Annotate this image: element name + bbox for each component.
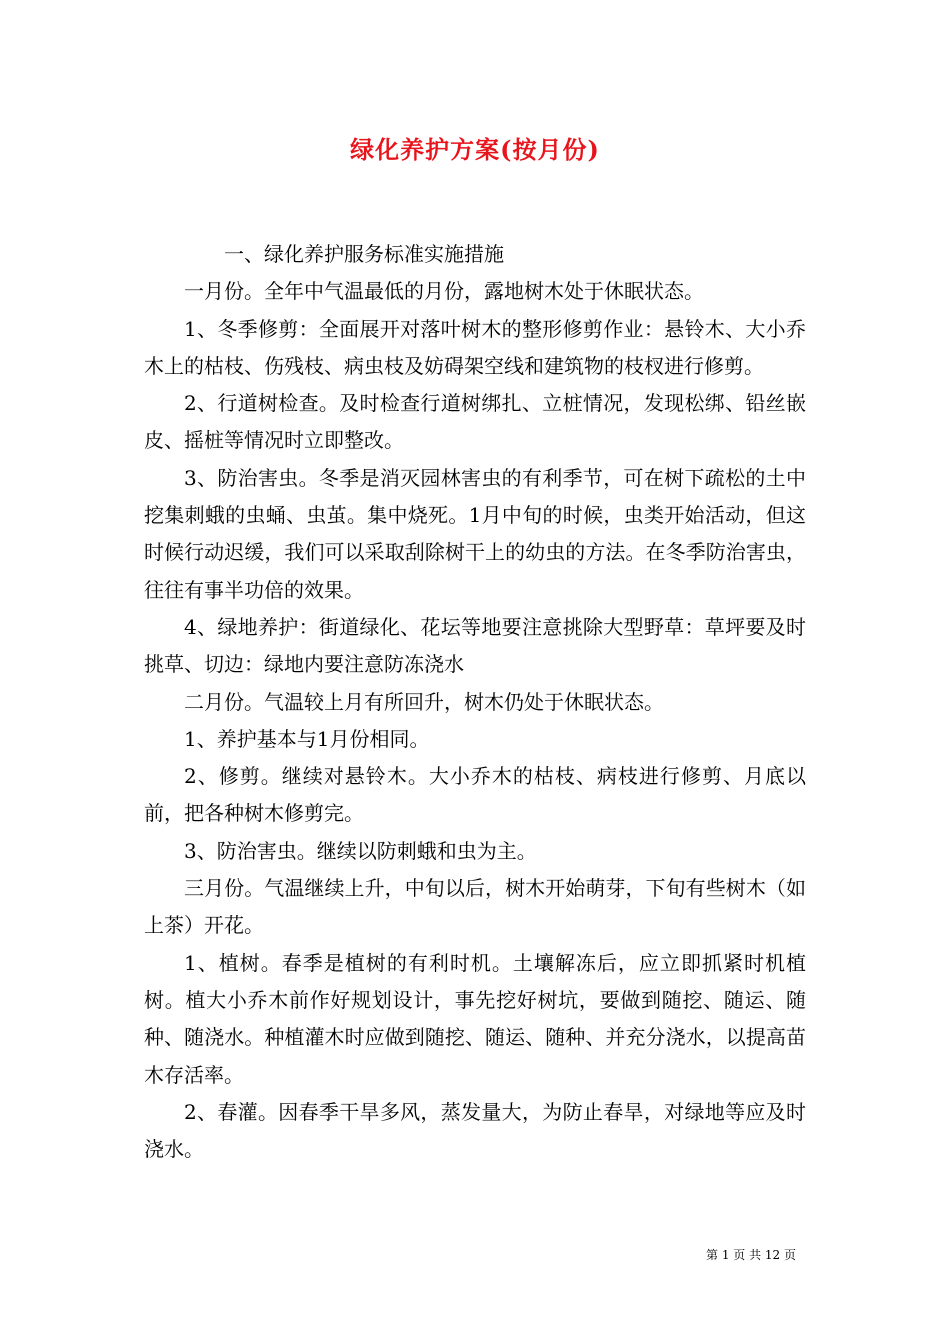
section-heading: 一、绿化养护服务标准实施措施	[224, 242, 504, 266]
paragraph-february-intro: 二月份。气温较上月有所回升，树木仍处于休眠状态。	[184, 689, 664, 714]
document-title: 绿化养护方案(按月份)	[350, 135, 600, 164]
document-body	[144, 236, 806, 1168]
paragraph-february-pruning: 2、修剪。继续对悬铃木。大小乔木的枯枝、病枝进行修剪、月底以前，把各种树木修剪完。	[144, 764, 806, 826]
paragraph-january-street-trees: 2、行道树检查。及时检查行道树绑扎、立桩情况，发现松绑、铅丝嵌皮、摇桩等情况时立即整改。	[144, 391, 806, 453]
paragraph-march-irrigation: 2、春灌。因春季干旱多风，蒸发量大，为防止春旱，对绿地等应及时浇水。	[144, 1099, 806, 1162]
paragraph-february-pest-control: 3、防治害虫。继续以防刺蛾和虫为主。	[184, 838, 537, 863]
paragraph-february-maintenance: 1、养护基本与1月份相同。	[184, 726, 430, 751]
paragraph-january-green-maintenance: 4、绿地养护：街道绿化、花坛等地要注意挑除大型野草：草坪要及时挑草、切边：绿地内要注意防冻浇水	[144, 614, 806, 677]
paragraph-march-intro: 三月份。气温继续上升，中旬以后，树木开始萌芽，下旬有些树木（如上茶）开花。	[144, 876, 806, 938]
paragraph-january-pruning: 1、冬季修剪：全面展开对落叶树木的整形修剪作业：悬铃木、大小乔木上的枯枝、伤残枝、病虫枝及妨碍架空线和建筑物的枝杈进行修剪。	[144, 316, 806, 378]
paragraph-january-pest-control: 3、防治害虫。冬季是消灭园林害虫的有利季节，可在树下疏松的土中挖集刺蛾的虫蛹、虫茧。集中烧死。1月中旬的时候，虫类开始活动，但这时候行动迟缓，我们可以采取刮除树干上的幼虫的方法。在冬季防治害虫，往往有事半功倍的效果。	[144, 465, 806, 602]
paragraph-january-intro: 一月份。全年中气温最低的月份，露地树木处于休眠状态。	[184, 279, 704, 304]
paragraph-march-planting: 1、植树。春季是植树的有利时机。土壤解冻后，应立即抓紧时机植树。植大小乔木前作好规划设计，事先挖好树坑，要做到随挖、随运、随种、随浇水。种植灌木时应做到随挖、随运、随种、并充分浇水，以提高苗木存活率。	[144, 950, 806, 1087]
page-number: 第 1 页 共 12 页	[706, 1248, 796, 1262]
